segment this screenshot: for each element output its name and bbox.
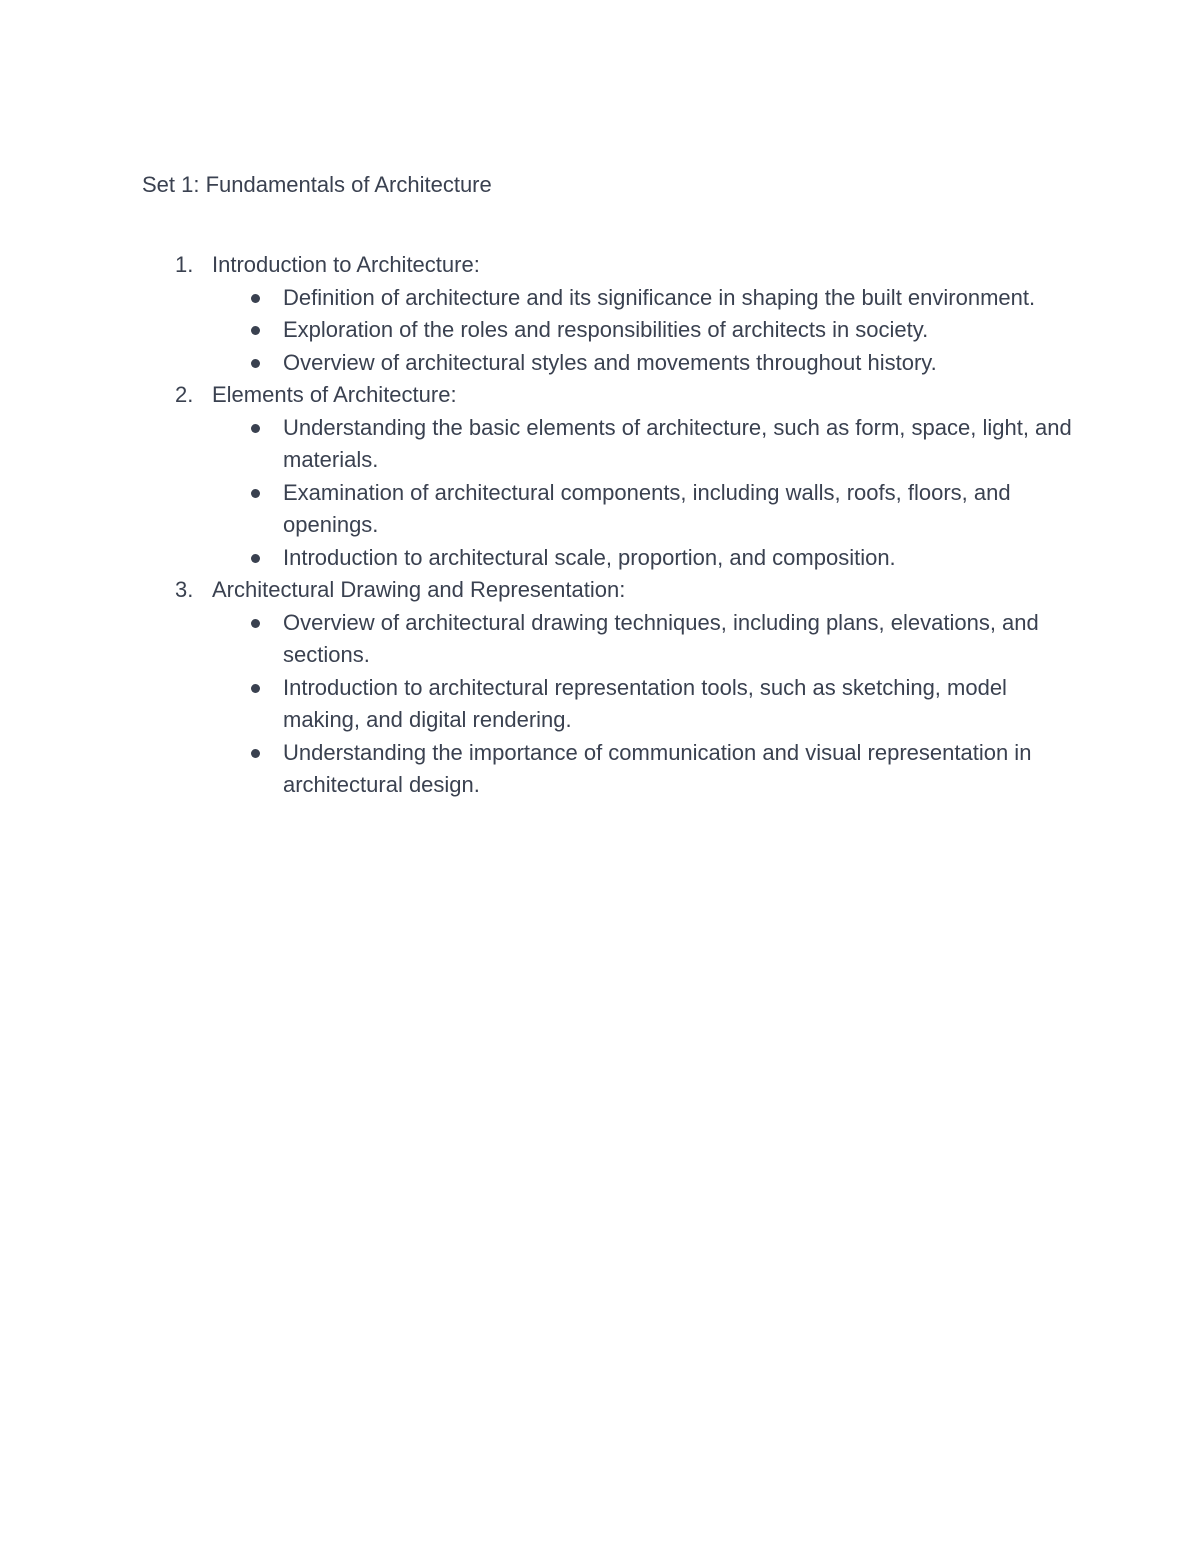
list-item-text: Introduction to architectural scale, proportion, and composition. xyxy=(283,544,896,570)
bullet-list xyxy=(212,412,1072,575)
list-item xyxy=(212,347,1072,380)
bullet-list xyxy=(212,282,1072,380)
list-item-text: Overview of architectural styles and movements throughout history. xyxy=(283,349,937,375)
bullet-icon xyxy=(251,684,260,693)
document-title: Set 1: Fundamentals of Architecture xyxy=(142,172,492,197)
section-introduction xyxy=(142,249,1072,379)
section-drawing-representation xyxy=(142,574,1072,802)
list-item xyxy=(212,672,1072,737)
list-item-text: Understanding the importance of communication and visual representation in architectural design. xyxy=(283,739,1032,797)
list-item xyxy=(212,477,1072,542)
section-number: 1. xyxy=(175,252,194,277)
list-item xyxy=(212,607,1072,672)
list-item-text: Exploration of the roles and responsibilities of architects in society. xyxy=(283,317,929,342)
section-elements xyxy=(142,379,1072,574)
bullet-icon xyxy=(251,326,260,335)
bullet-icon xyxy=(251,554,260,563)
section-number: 3. xyxy=(175,577,194,602)
bullet-icon xyxy=(251,294,260,303)
bullet-icon xyxy=(251,489,260,498)
list-item-text: Introduction to architectural representation tools, such as sketching, model making, and digital rendering. xyxy=(283,674,1007,732)
section-heading: Introduction to Architecture: xyxy=(212,252,480,277)
list-item xyxy=(212,542,1072,575)
list-item xyxy=(212,737,1072,802)
section-heading: Elements of Architecture: xyxy=(212,382,457,407)
list-item-text: Understanding the basic elements of architecture, such as form, space, light, and materials. xyxy=(283,414,1072,472)
list-item-text: Definition of architecture and its significance in shaping the built environment. xyxy=(283,284,1036,310)
section-outline xyxy=(142,249,1072,802)
list-item xyxy=(212,282,1072,315)
section-number: 2. xyxy=(175,382,194,407)
section-heading: Architectural Drawing and Representation: xyxy=(212,577,626,602)
list-item xyxy=(212,314,1072,347)
bullet-icon xyxy=(251,359,260,368)
bullet-icon xyxy=(251,424,260,433)
list-item-text: Overview of architectural drawing techniques, including plans, elevations, and sections. xyxy=(283,609,1039,667)
bullet-icon xyxy=(251,749,260,758)
list-item xyxy=(212,412,1072,477)
bullet-list xyxy=(212,607,1072,802)
bullet-icon xyxy=(251,619,260,628)
list-item-text: Examination of architectural components, including walls, roofs, floors, and openings. xyxy=(283,479,1011,537)
